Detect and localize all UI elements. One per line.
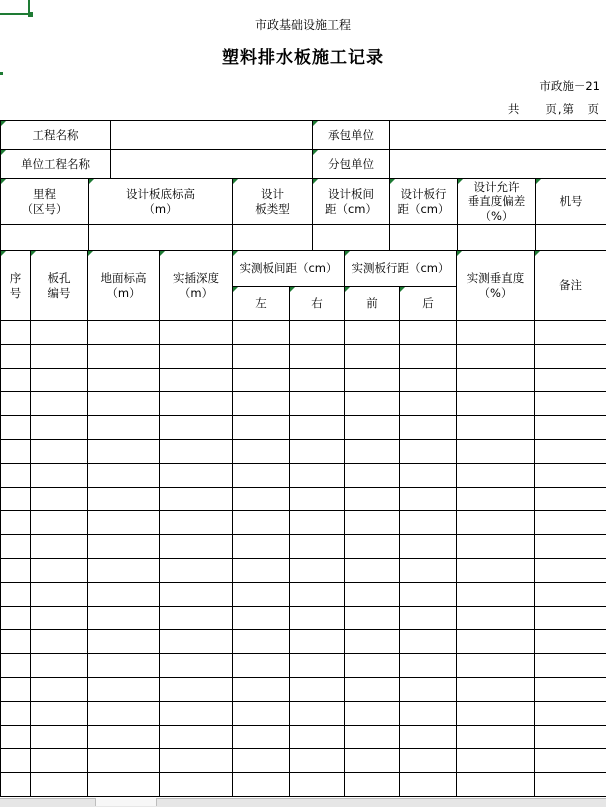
back-header: 后	[400, 287, 457, 321]
insert-depth-text: 实插深度	[173, 271, 219, 285]
record-cell[interactable]	[290, 773, 345, 797]
table-row	[1, 344, 606, 368]
record-cell[interactable]	[233, 701, 290, 725]
record-cell[interactable]	[1, 416, 31, 440]
record-cell[interactable]	[400, 392, 457, 416]
record-cell[interactable]	[457, 392, 535, 416]
record-cell[interactable]	[31, 654, 88, 678]
record-cell[interactable]	[160, 558, 233, 582]
record-cell[interactable]	[88, 439, 160, 463]
table-row	[1, 511, 606, 535]
record-cell[interactable]	[1, 773, 31, 797]
record-cell[interactable]	[233, 677, 290, 701]
record-cell[interactable]	[400, 535, 457, 559]
record-cell[interactable]	[31, 677, 88, 701]
record-cell[interactable]	[535, 606, 606, 630]
seq-header	[1, 251, 31, 321]
record-cell[interactable]	[400, 416, 457, 440]
record-cell[interactable]	[290, 368, 345, 392]
table-row	[1, 749, 606, 773]
record-cell[interactable]	[345, 392, 400, 416]
record-cell[interactable]	[345, 654, 400, 678]
record-cell[interactable]	[160, 321, 233, 345]
record-cell[interactable]	[88, 321, 160, 345]
record-cell[interactable]	[88, 463, 160, 487]
mileage-unit: （区号）	[22, 202, 68, 216]
table-row	[1, 439, 606, 463]
record-cell[interactable]	[457, 535, 535, 559]
record-cell[interactable]	[160, 654, 233, 678]
record-cell[interactable]	[400, 773, 457, 797]
record-cell[interactable]	[31, 487, 88, 511]
record-cell[interactable]	[88, 416, 160, 440]
record-cell[interactable]	[233, 463, 290, 487]
record-cell[interactable]	[290, 630, 345, 654]
record-cell[interactable]	[160, 344, 233, 368]
bottom-elevation-text: 设计板底标高	[126, 187, 195, 201]
design-row-spacing-header	[390, 179, 458, 225]
record-cell[interactable]	[290, 392, 345, 416]
record-cell[interactable]	[88, 606, 160, 630]
record-cell[interactable]	[457, 321, 535, 345]
record-cell[interactable]	[535, 558, 606, 582]
record-cell[interactable]	[345, 463, 400, 487]
table-row	[1, 535, 606, 559]
record-cell[interactable]	[31, 344, 88, 368]
record-cell[interactable]	[31, 773, 88, 797]
record-cell[interactable]	[400, 439, 457, 463]
design-value-cell[interactable]	[233, 225, 313, 251]
record-cell[interactable]	[400, 344, 457, 368]
record-cell[interactable]	[160, 773, 233, 797]
record-cell[interactable]	[233, 606, 290, 630]
record-cell[interactable]	[88, 749, 160, 773]
record-cell[interactable]	[400, 654, 457, 678]
construction-record-table	[0, 250, 606, 797]
front-header: 前	[345, 287, 400, 321]
record-cell[interactable]	[160, 749, 233, 773]
record-cell[interactable]	[400, 558, 457, 582]
project-name-label: 工程名称	[1, 121, 111, 150]
design-spacing-header	[313, 179, 390, 225]
record-cell[interactable]	[88, 535, 160, 559]
record-cell[interactable]	[31, 630, 88, 654]
record-cell[interactable]	[160, 487, 233, 511]
record-cell[interactable]	[1, 677, 31, 701]
comment-marker	[0, 72, 3, 75]
page-info: 共 页,第 页	[508, 101, 600, 117]
design-value-cell[interactable]	[1, 225, 89, 251]
table-row	[1, 773, 606, 797]
record-cell[interactable]	[290, 701, 345, 725]
record-cell[interactable]	[535, 654, 606, 678]
remarks-header: 备注	[535, 251, 606, 321]
design-spacing-unit: 距（cm）	[325, 202, 377, 216]
record-cell[interactable]	[535, 416, 606, 440]
record-cell[interactable]	[31, 392, 88, 416]
record-cell[interactable]	[290, 321, 345, 345]
record-cell[interactable]	[400, 725, 457, 749]
record-cell[interactable]	[535, 749, 606, 773]
record-cell[interactable]	[1, 725, 31, 749]
record-cell[interactable]	[160, 463, 233, 487]
record-cell[interactable]	[1, 701, 31, 725]
record-cell[interactable]	[1, 582, 31, 606]
document-title: 塑料排水板施工记录	[0, 43, 606, 68]
table-row	[1, 368, 606, 392]
record-cell[interactable]	[233, 582, 290, 606]
mileage-text: 里程	[33, 187, 56, 201]
record-cell[interactable]	[88, 701, 160, 725]
table-row	[1, 630, 606, 654]
record-cell[interactable]	[345, 725, 400, 749]
record-cell[interactable]	[160, 725, 233, 749]
record-cell[interactable]	[535, 368, 606, 392]
ground-elevation-unit: （m）	[106, 286, 140, 300]
hole-no-text-2: 编号	[48, 286, 71, 300]
record-cell[interactable]	[290, 487, 345, 511]
record-cell[interactable]	[457, 368, 535, 392]
record-cell[interactable]	[1, 463, 31, 487]
record-cell[interactable]	[535, 439, 606, 463]
record-cell[interactable]	[457, 558, 535, 582]
record-cell[interactable]	[535, 511, 606, 535]
ground-elevation-text: 地面标高	[101, 271, 147, 285]
active-cell-selection[interactable]	[0, 0, 30, 15]
record-cell[interactable]	[160, 606, 233, 630]
record-cell[interactable]	[457, 606, 535, 630]
record-cell[interactable]	[233, 749, 290, 773]
table-row	[1, 321, 606, 345]
machine-header: 机号	[536, 179, 606, 225]
record-cell[interactable]	[345, 606, 400, 630]
record-cell[interactable]	[457, 416, 535, 440]
record-cell[interactable]	[290, 416, 345, 440]
record-cell[interactable]	[345, 749, 400, 773]
record-cell[interactable]	[88, 344, 160, 368]
record-cell[interactable]	[31, 558, 88, 582]
record-cell[interactable]	[345, 344, 400, 368]
record-cell[interactable]	[31, 416, 88, 440]
record-cell[interactable]	[233, 725, 290, 749]
record-cell[interactable]	[400, 630, 457, 654]
record-cell[interactable]	[290, 511, 345, 535]
record-cell[interactable]	[400, 749, 457, 773]
record-cell[interactable]	[88, 558, 160, 582]
record-cell[interactable]	[88, 392, 160, 416]
table-row	[1, 701, 606, 725]
record-cell[interactable]	[88, 654, 160, 678]
record-cell[interactable]	[1, 368, 31, 392]
design-row-spacing-text: 设计板行	[401, 187, 447, 201]
record-cell[interactable]	[1, 558, 31, 582]
record-cell[interactable]	[1, 392, 31, 416]
record-cell[interactable]	[345, 773, 400, 797]
table-row	[1, 677, 606, 701]
record-cell[interactable]	[457, 630, 535, 654]
board-type-text-2: 板类型	[255, 202, 290, 216]
record-cell[interactable]	[400, 701, 457, 725]
record-cell[interactable]	[31, 463, 88, 487]
record-cell[interactable]	[1, 630, 31, 654]
record-cell[interactable]	[31, 725, 88, 749]
record-cell[interactable]	[31, 321, 88, 345]
record-cell[interactable]	[535, 321, 606, 345]
design-value-cell[interactable]	[89, 225, 233, 251]
design-info-table	[0, 120, 606, 251]
record-cell[interactable]	[535, 701, 606, 725]
record-cell[interactable]	[233, 511, 290, 535]
record-cell[interactable]	[345, 630, 400, 654]
hole-no-header	[31, 251, 88, 321]
record-cell[interactable]	[1, 511, 31, 535]
contractor-label: 承包单位	[313, 121, 390, 150]
record-cell[interactable]	[233, 368, 290, 392]
record-cell[interactable]	[31, 749, 88, 773]
record-cell[interactable]	[1, 749, 31, 773]
subcontractor-value[interactable]	[390, 150, 606, 179]
table-row	[1, 654, 606, 678]
design-value-cell[interactable]	[458, 225, 536, 251]
table-row	[1, 487, 606, 511]
record-cell[interactable]	[290, 535, 345, 559]
record-cell[interactable]	[160, 511, 233, 535]
tolerance-header	[458, 179, 536, 225]
verticality-unit: （%）	[479, 286, 513, 300]
record-cell[interactable]	[233, 392, 290, 416]
record-cell[interactable]	[31, 701, 88, 725]
record-cell[interactable]	[535, 344, 606, 368]
record-cell[interactable]	[31, 582, 88, 606]
contractor-value[interactable]	[390, 121, 606, 150]
record-cell[interactable]	[233, 439, 290, 463]
board-type-header	[233, 179, 313, 225]
record-cell[interactable]	[233, 558, 290, 582]
record-cell[interactable]	[400, 677, 457, 701]
record-cell[interactable]	[1, 439, 31, 463]
record-cell[interactable]	[160, 701, 233, 725]
design-value-cell[interactable]	[390, 225, 458, 251]
record-cell[interactable]	[160, 582, 233, 606]
record-cell[interactable]	[233, 535, 290, 559]
record-cell[interactable]	[400, 511, 457, 535]
project-name-value[interactable]	[111, 121, 313, 150]
record-cell[interactable]	[457, 654, 535, 678]
record-cell[interactable]	[233, 416, 290, 440]
form-code: 市政施－21	[539, 78, 600, 94]
record-cell[interactable]	[1, 606, 31, 630]
board-type-text: 设计	[261, 187, 284, 201]
record-cell[interactable]	[457, 725, 535, 749]
record-cell[interactable]	[160, 630, 233, 654]
bottom-elevation-header	[89, 179, 233, 225]
right-header: 右	[290, 287, 345, 321]
record-cell[interactable]	[345, 677, 400, 701]
record-cell[interactable]	[535, 487, 606, 511]
record-cell[interactable]	[88, 368, 160, 392]
record-cell[interactable]	[535, 463, 606, 487]
unit-project-value[interactable]	[111, 150, 313, 179]
insert-depth-unit: （m）	[179, 286, 213, 300]
record-cell[interactable]	[400, 606, 457, 630]
record-cell[interactable]	[457, 487, 535, 511]
record-cell[interactable]	[88, 677, 160, 701]
record-cell[interactable]	[1, 487, 31, 511]
design-value-cell[interactable]	[313, 225, 390, 251]
verticality-text: 实测垂直度	[467, 271, 525, 285]
record-cell[interactable]	[345, 368, 400, 392]
design-value-cell[interactable]	[536, 225, 606, 251]
record-cell[interactable]	[457, 344, 535, 368]
actual-row-spacing-header: 实测板行距（cm）	[345, 251, 457, 287]
record-cell[interactable]	[233, 773, 290, 797]
record-cell[interactable]	[233, 654, 290, 678]
bottom-elevation-unit: （m）	[143, 202, 177, 216]
record-cell[interactable]	[457, 749, 535, 773]
mileage-header	[1, 179, 89, 225]
table-row	[1, 463, 606, 487]
table-row	[1, 582, 606, 606]
record-cell[interactable]	[160, 416, 233, 440]
table-row	[1, 558, 606, 582]
record-cell[interactable]	[400, 321, 457, 345]
record-cell[interactable]	[1, 535, 31, 559]
tolerance-text-2: 垂直度偏差	[468, 194, 526, 208]
record-cell[interactable]	[233, 630, 290, 654]
record-cell[interactable]	[457, 773, 535, 797]
subcontractor-label: 分包单位	[313, 150, 390, 179]
record-cell[interactable]	[400, 487, 457, 511]
record-cell[interactable]	[1, 344, 31, 368]
record-cell[interactable]	[160, 439, 233, 463]
record-cell[interactable]	[160, 535, 233, 559]
insert-depth-header	[160, 251, 233, 321]
record-cell[interactable]	[400, 368, 457, 392]
record-cell[interactable]	[290, 463, 345, 487]
record-cell[interactable]	[345, 511, 400, 535]
record-cell[interactable]	[345, 582, 400, 606]
record-cell[interactable]	[535, 535, 606, 559]
record-cell[interactable]	[345, 416, 400, 440]
record-cell[interactable]	[160, 392, 233, 416]
record-cell[interactable]	[290, 654, 345, 678]
record-cell[interactable]	[345, 535, 400, 559]
tolerance-unit: （%）	[480, 209, 514, 223]
sheet-tab[interactable]	[95, 798, 157, 806]
record-cell[interactable]	[88, 773, 160, 797]
record-cell[interactable]	[535, 725, 606, 749]
actual-spacing-header: 实测板间距（cm）	[233, 251, 345, 287]
hole-no-text: 板孔	[48, 271, 71, 285]
record-cell[interactable]	[457, 677, 535, 701]
record-cell[interactable]	[457, 582, 535, 606]
table-row	[1, 606, 606, 630]
record-cell[interactable]	[345, 439, 400, 463]
record-cell[interactable]	[31, 368, 88, 392]
record-cell[interactable]	[457, 701, 535, 725]
record-cell[interactable]	[345, 558, 400, 582]
record-cell[interactable]	[535, 392, 606, 416]
record-cell[interactable]	[160, 677, 233, 701]
record-cell[interactable]	[290, 558, 345, 582]
record-cell[interactable]	[31, 535, 88, 559]
record-cell[interactable]	[345, 321, 400, 345]
record-cell[interactable]	[535, 773, 606, 797]
record-cell[interactable]	[233, 344, 290, 368]
record-cell[interactable]	[88, 725, 160, 749]
document-category: 市政基础设施工程	[0, 16, 606, 33]
verticality-header	[457, 251, 535, 321]
record-cell[interactable]	[31, 606, 88, 630]
record-cell[interactable]	[535, 582, 606, 606]
record-cell[interactable]	[535, 630, 606, 654]
seq-text: 序	[10, 271, 22, 285]
record-cell[interactable]	[233, 321, 290, 345]
design-spacing-text: 设计板间	[328, 187, 374, 201]
design-row-spacing-unit: 距（cm）	[397, 202, 449, 216]
record-cell[interactable]	[88, 630, 160, 654]
record-cell[interactable]	[457, 463, 535, 487]
record-cell[interactable]	[290, 582, 345, 606]
record-cell[interactable]	[1, 654, 31, 678]
table-row	[1, 416, 606, 440]
record-cell[interactable]	[160, 368, 233, 392]
record-cell[interactable]	[345, 701, 400, 725]
record-cell[interactable]	[290, 344, 345, 368]
record-cell[interactable]	[290, 439, 345, 463]
record-cell[interactable]	[290, 606, 345, 630]
record-cell[interactable]	[400, 582, 457, 606]
record-cell[interactable]	[88, 582, 160, 606]
record-cell[interactable]	[31, 511, 88, 535]
record-cell[interactable]	[535, 677, 606, 701]
record-cell[interactable]	[290, 725, 345, 749]
table-row	[1, 725, 606, 749]
ground-elevation-header	[88, 251, 160, 321]
record-cell[interactable]	[457, 511, 535, 535]
record-cell[interactable]	[290, 749, 345, 773]
record-cell[interactable]	[400, 463, 457, 487]
record-cell[interactable]	[290, 677, 345, 701]
tolerance-text: 设计允许	[474, 180, 520, 194]
left-header: 左	[233, 287, 290, 321]
unit-project-label: 单位工程名称	[1, 150, 111, 179]
table-row	[1, 392, 606, 416]
seq-text-2: 号	[10, 286, 22, 300]
record-cell[interactable]	[88, 511, 160, 535]
record-cell[interactable]	[233, 487, 290, 511]
record-rows	[1, 321, 606, 797]
record-cell[interactable]	[345, 487, 400, 511]
record-cell[interactable]	[1, 321, 31, 345]
record-cell[interactable]	[88, 487, 160, 511]
record-cell[interactable]	[31, 439, 88, 463]
record-cell[interactable]	[457, 439, 535, 463]
